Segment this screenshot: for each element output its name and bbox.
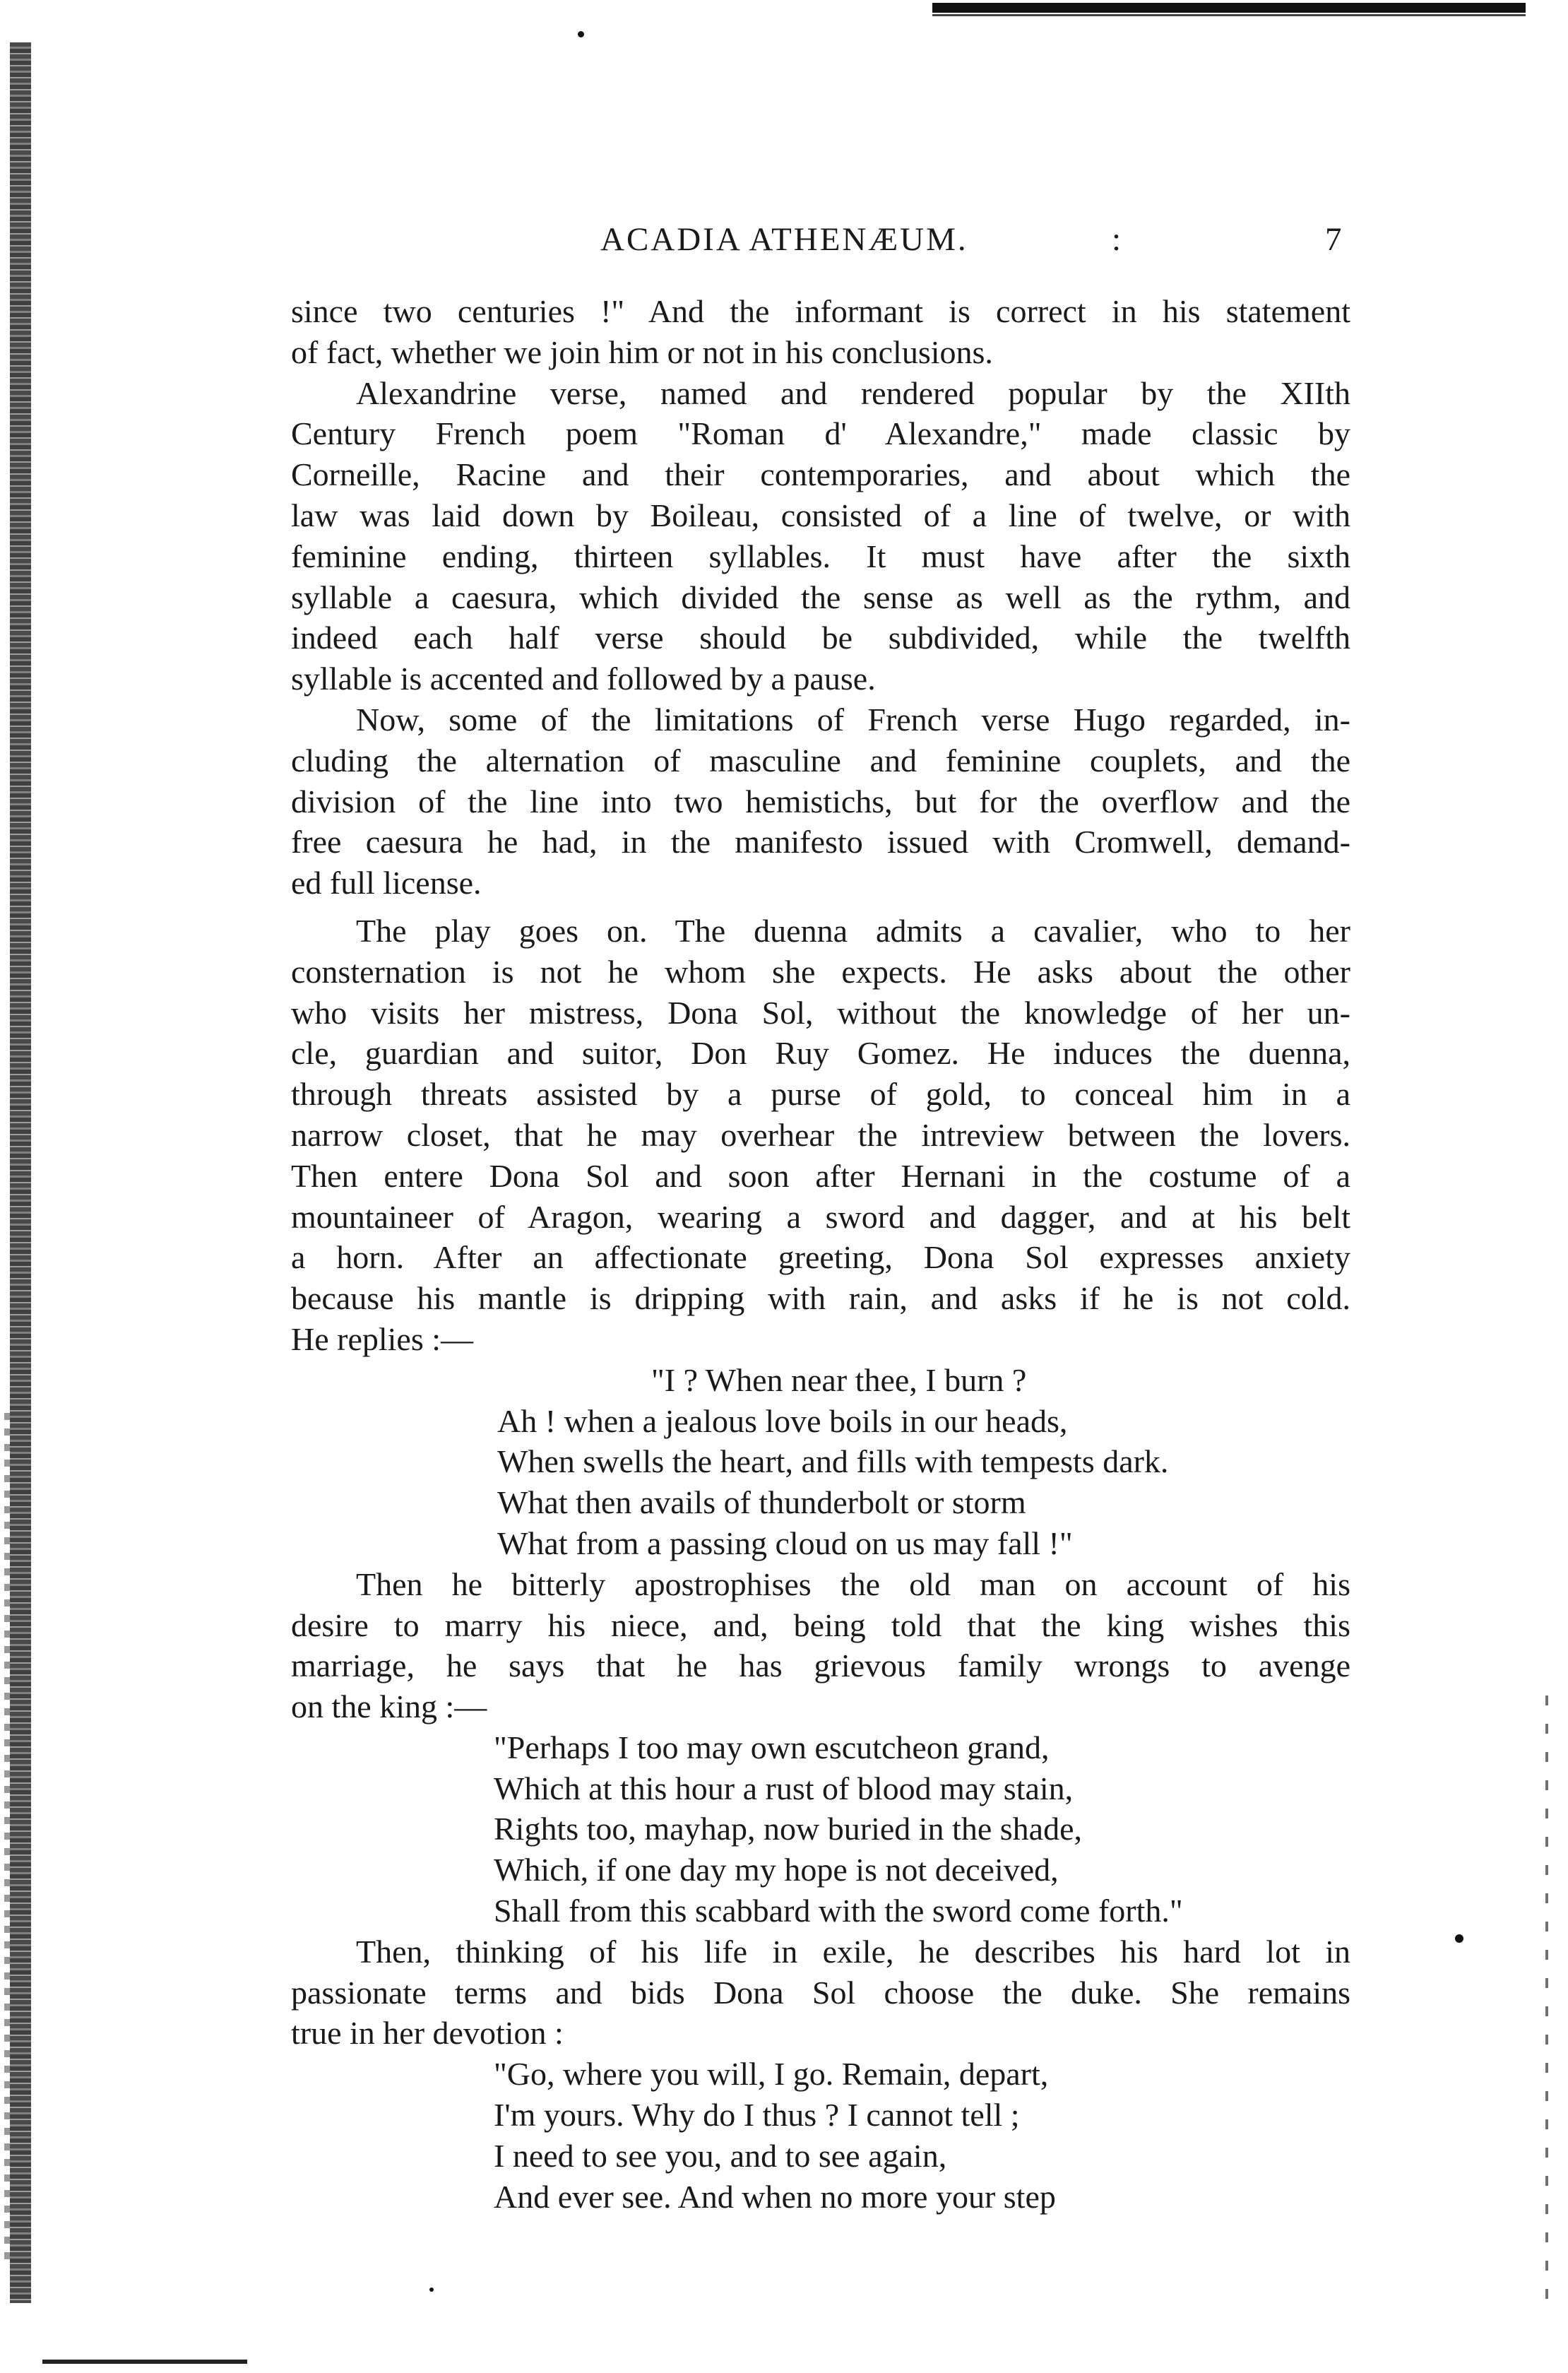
text-line: marriage, he says that he has grievous family wrongs to avenge [291, 1647, 1350, 1684]
top-scan-rule-thin [932, 14, 1526, 16]
text-line: of fact, whether we join him or not in his conclusions. [291, 333, 993, 370]
text-line: narrow closet, that he may overhear the intreview between the lovers. [291, 1116, 1350, 1153]
text-line: The play goes on. The duenna admits a cavalier, who to her [356, 912, 1350, 949]
paragraph [291, 699, 1350, 904]
binding-edge-shadow-thin [4, 1413, 10, 2261]
text-line: Then, thinking of his life in exile, he describes his hard lot in [356, 1933, 1350, 1970]
text-line: passionate terms and bids Dona Sol choose the duke. She remains [291, 1974, 1350, 2011]
verse-line: And ever see. And when no more your step [494, 2178, 1056, 2215]
text-line: cluding the alternation of masculine and feminine couplets, and the [291, 742, 1350, 779]
text-line: since two centuries !" And the informant is correct in his statement [291, 293, 1350, 329]
verse-line: "Go, where you will, I go. Remain, depart, [494, 2056, 1049, 2093]
text-line: feminine ending, thirteen syllables. It must have after the sixth [291, 538, 1350, 574]
text-line: through threats assisted by a purse of gold, to conceal him in a [291, 1076, 1350, 1113]
text-line: Alexandrine verse, named and rendered popular by the XIIth [356, 374, 1350, 411]
ink-speck [429, 2288, 434, 2292]
text-line: He replies :— [291, 1320, 474, 1357]
text-line: syllable is accented and followed by a pause. [291, 661, 876, 697]
text-line: a horn. After an affectionate greeting, Dona Sol expresses anxiety [291, 1239, 1350, 1276]
verse-line: Which, if one day my hope is not deceived, [494, 1852, 1059, 1888]
text-line: desire to marry his niece, and, being told that the king wishes this [291, 1606, 1350, 1643]
paragraph [291, 373, 1350, 699]
paragraph [291, 1564, 1350, 1727]
text-line: syllable a caesura, which divided the sense as well as the rythm, and [291, 579, 1350, 615]
paragraph [291, 911, 1350, 1360]
bottom-scan-rule [42, 2360, 247, 2364]
top-scan-rule [932, 3, 1526, 13]
text-line: Corneille, Racine and their contemporaries, and about which the [291, 456, 1350, 493]
text-line: mountaineer of Aragon, wearing a sword and dagger, and at his belt [291, 1198, 1350, 1235]
body-text [291, 291, 1350, 2217]
text-line: on the king :— [291, 1688, 487, 1725]
text-line: free caesura he had, in the manifesto issued with Cromwell, demand- [291, 824, 1350, 860]
header-separator: : [1112, 221, 1124, 258]
verse-line: I need to see you, and to see again, [494, 2137, 947, 2174]
paragraph [291, 291, 1350, 373]
verse-line: "I ? When near thee, I burn ? [651, 1361, 1027, 1398]
verse-quote [291, 2054, 1350, 2217]
text-line: Then he bitterly apostrophises the old man on account of his [356, 1566, 1350, 1602]
verse-quote [291, 1360, 1350, 1564]
text-line: Now, some of the limitations of French verse Hugo regarded, in- [356, 701, 1350, 738]
running-title: ACADIA ATHENÆUM. [600, 221, 968, 258]
right-edge-marks [1545, 1696, 1548, 2317]
text-line: true in her devotion : [291, 2015, 564, 2052]
text-line: because his mantle is dripping with rain, and asks if he is not cold. [291, 1280, 1350, 1317]
text-line: Century French poem "Roman d' Alexandre," made classic by [291, 415, 1350, 452]
text-line: Then entere Dona Sol and soon after Hernani in the costume of a [291, 1157, 1350, 1194]
text-line: who visits her mistress, Dona Sol, without the knowledge of her un- [291, 994, 1350, 1031]
ink-speck [578, 31, 584, 37]
text-line: indeed each half verse should be subdivided, while the twelfth [291, 620, 1350, 656]
binding-edge-shadow [10, 42, 31, 2303]
paragraph-gap [291, 904, 1350, 911]
text-line: division of the line into two hemistichs, but for the overflow and the [291, 783, 1350, 819]
text-line: ed full license. [291, 865, 482, 901]
paragraph [291, 1931, 1350, 2054]
verse-line: I'm yours. Why do I thus ? I cannot tell ; [494, 2097, 1020, 2134]
text-line: consternation is not he whom she expects. He asks about the other [291, 953, 1350, 990]
text-line: cle, guardian and suitor, Don Ruy Gomez. He induces the duenna, [291, 1035, 1350, 1072]
verse-line: What then avails of thunderbolt or storm [497, 1484, 1026, 1521]
ink-speck [1455, 1934, 1463, 1943]
text-line: law was laid down by Boileau, consisted of a line of twelve, or with [291, 497, 1350, 533]
page-number: 7 [1325, 221, 1344, 258]
verse-line: Which at this hour a rust of blood may stain, [494, 1770, 1074, 1806]
verse-quote [291, 1727, 1350, 1931]
verse-line: Rights too, mayhap, now buried in the shade, [494, 1811, 1082, 1847]
verse-line: Shall from this scabbard with the sword come forth." [494, 1893, 1183, 1929]
verse-line: What from a passing cloud on us may fall !" [497, 1525, 1073, 1561]
verse-line: "Perhaps I too may own escutcheon grand, [494, 1729, 1050, 1765]
verse-line: When swells the heart, and fills with tempests dark. [497, 1443, 1169, 1480]
verse-line: Ah ! when a jealous love boils in our heads, [497, 1402, 1068, 1439]
